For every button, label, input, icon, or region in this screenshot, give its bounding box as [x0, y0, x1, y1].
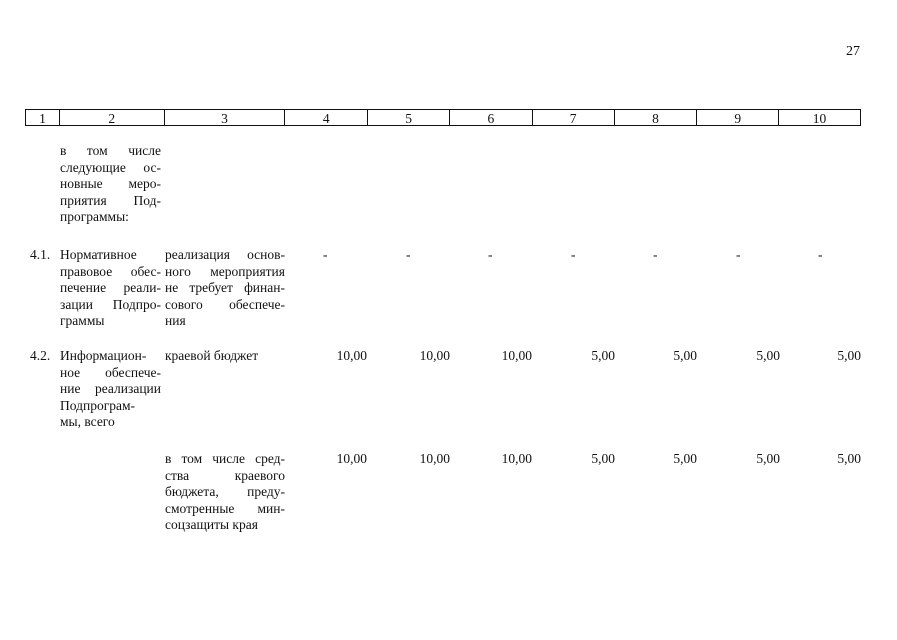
value-cell: 5,00 — [673, 451, 697, 466]
text-line: в том числе сред- — [165, 451, 285, 466]
text-line: не требует финан- — [165, 280, 285, 296]
text-line: сового обеспече- — [165, 296, 285, 312]
value-cell: - — [406, 247, 411, 262]
value-cell: - — [323, 247, 328, 262]
value-cell: 5,00 — [591, 451, 615, 466]
value-cell: 5,00 — [673, 348, 697, 363]
text-line: зации Подпро- — [60, 296, 161, 312]
value-cell: 10,00 — [336, 451, 367, 466]
row-source — [165, 348, 285, 365]
text-line: смотренные мин- — [165, 500, 285, 516]
text-line: ства краевого — [165, 467, 285, 483]
value-cell: 10,00 — [419, 348, 450, 363]
text-line: в том числе — [60, 143, 161, 158]
row-name — [60, 247, 161, 330]
header-cell: 6 — [450, 110, 533, 125]
text-line: ного мероприятия — [165, 263, 285, 279]
row-source — [165, 451, 285, 534]
header-cell: 10 — [812, 111, 827, 126]
header-cell: 8 — [615, 110, 698, 125]
value-cell: - — [653, 247, 658, 262]
row-number: 4.2. — [30, 348, 51, 363]
value-cell: - — [736, 247, 741, 262]
column-number-header — [25, 109, 861, 126]
value-cell: 10,00 — [336, 348, 367, 363]
value-cell: - — [818, 247, 823, 262]
header-cell: 2 — [60, 110, 165, 125]
value-cell: - — [571, 247, 576, 262]
value-cell: 10,00 — [501, 451, 532, 466]
header-cell: 7 — [533, 110, 615, 125]
intro-text — [60, 143, 161, 226]
text-line: бюджета, преду- — [165, 484, 285, 500]
header-cell: 5 — [368, 110, 450, 125]
row-source — [165, 247, 285, 330]
value-cell: - — [488, 247, 493, 262]
header-cell: 1 — [26, 110, 60, 125]
value-cell: 5,00 — [756, 451, 780, 466]
row-name — [60, 348, 161, 431]
text-line: ние реализации — [60, 381, 161, 397]
value-cell: 5,00 — [837, 451, 861, 466]
text-line: Подпрограм- — [60, 397, 136, 413]
text-line: граммы — [60, 313, 105, 329]
text-line: ния — [165, 313, 186, 329]
value-cell: 5,00 — [756, 348, 780, 363]
text-line: следующие ос- — [60, 159, 161, 175]
text-line: мы, всего — [60, 414, 115, 430]
row-number: 4.1. — [30, 247, 51, 262]
text-line: краевой бюджет — [165, 348, 259, 363]
value-cell: 10,00 — [501, 348, 532, 363]
text-line: ное обеспече- — [60, 364, 161, 380]
text-line: правовое обес- — [60, 263, 161, 279]
header-cell: 9 — [697, 110, 779, 125]
value-cell: 10,00 — [419, 451, 450, 466]
value-cell: 5,00 — [837, 348, 861, 363]
text-line: Нормативное — [60, 247, 137, 262]
text-line: приятия Под- — [60, 192, 161, 208]
text-line: печение реали- — [60, 280, 161, 296]
header-cell: 3 — [165, 110, 286, 125]
text-line: Информацион- — [60, 348, 147, 363]
text-line: программы: — [60, 209, 129, 225]
value-cell: 5,00 — [591, 348, 615, 363]
text-line: соцзащиты края — [165, 517, 258, 533]
text-line: реализация основ- — [165, 247, 285, 262]
header-cell: 4 — [285, 110, 368, 125]
text-line: новные меро- — [60, 176, 161, 192]
page-number: 27 — [846, 44, 860, 59]
